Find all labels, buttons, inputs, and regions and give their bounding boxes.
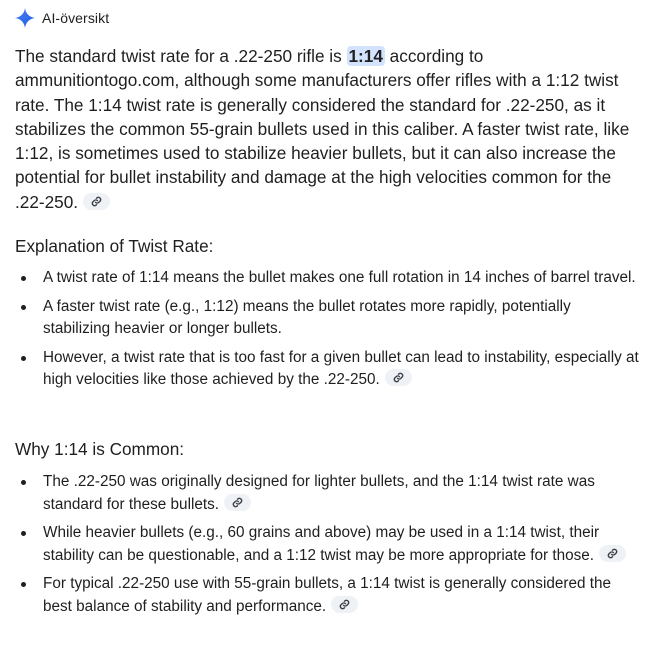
section-title-explanation: Explanation of Twist Rate: <box>15 236 214 256</box>
source-link-button[interactable] <box>331 596 358 613</box>
ai-overview-header <box>14 6 109 30</box>
bullet-dot <box>21 305 26 310</box>
source-link-button[interactable] <box>385 369 412 386</box>
bullet-dot <box>21 582 26 587</box>
list-item-text: A faster twist rate (e.g., 1:12) means the bullet rotates more rapidly, potentially stabilizing heavier or longer bullets. <box>43 297 571 337</box>
list-item <box>0 296 640 341</box>
link-icon <box>232 497 243 508</box>
list-item-text: A twist rate of 1:14 means the bullet makes one full rotation in 14 inches of barrel travel. <box>43 269 636 286</box>
list-item-text: The .22-250 was originally designed for lighter bullets, and the 1:14 twist rate was standard for these bullets. <box>43 473 595 513</box>
explanation-list <box>0 267 640 392</box>
intro-highlight: 1:14 <box>348 46 383 66</box>
list-item <box>0 522 640 567</box>
list-item-text: For typical .22-250 use with 55-grain bullets, a 1:14 twist is generally considered the best balance of stability and performance. <box>43 575 611 615</box>
list-item-text: While heavier bullets (e.g., 60 grains and above) may be used in a 1:14 twist, their stability can be questionable, and a 1:12 twist may be more appropriate for those. <box>43 524 600 564</box>
bullet-dot <box>21 276 26 281</box>
link-icon <box>607 548 618 559</box>
ai-overview-title: AI-översikt <box>42 10 110 26</box>
source-link-button[interactable] <box>224 494 251 511</box>
bullet-dot <box>21 531 26 536</box>
intro-text-after: according to ammunitiontogo.com, although some manufacturers offer rifles with a 1:12 twist rate. The 1:14 twist rate is generally considered the standard for .22-250, as it stabilizes the common 55-grain bullets used in this caliber. A faster twist rate, like 1:12, is sometimes used to stabilize heavier bullets, but it can also increase the potential for bullet instability and damage at the high velocities common for the .22-250. <box>15 46 630 212</box>
link-icon <box>91 196 102 207</box>
source-link-button[interactable] <box>599 545 626 562</box>
intro-text-before: The standard twist rate for a .22-250 rifle is <box>15 46 347 66</box>
list-item-text: However, a twist rate that is too fast for a given bullet can lead to instability, especially at high velocities like those achieved by the .22-250. <box>43 348 639 388</box>
link-icon <box>339 599 350 610</box>
why-common-list <box>0 471 640 618</box>
list-item <box>0 471 640 516</box>
intro-paragraph <box>15 44 643 214</box>
section-title-why-common: Why 1:14 is Common: <box>15 439 185 459</box>
source-link-button[interactable] <box>83 193 110 210</box>
link-icon <box>393 372 404 383</box>
bullet-dot <box>21 356 26 361</box>
bullet-dot <box>21 480 26 485</box>
list-item <box>0 573 640 618</box>
gemini-spark-icon <box>14 7 36 29</box>
list-item <box>0 347 640 392</box>
list-item <box>0 267 640 290</box>
